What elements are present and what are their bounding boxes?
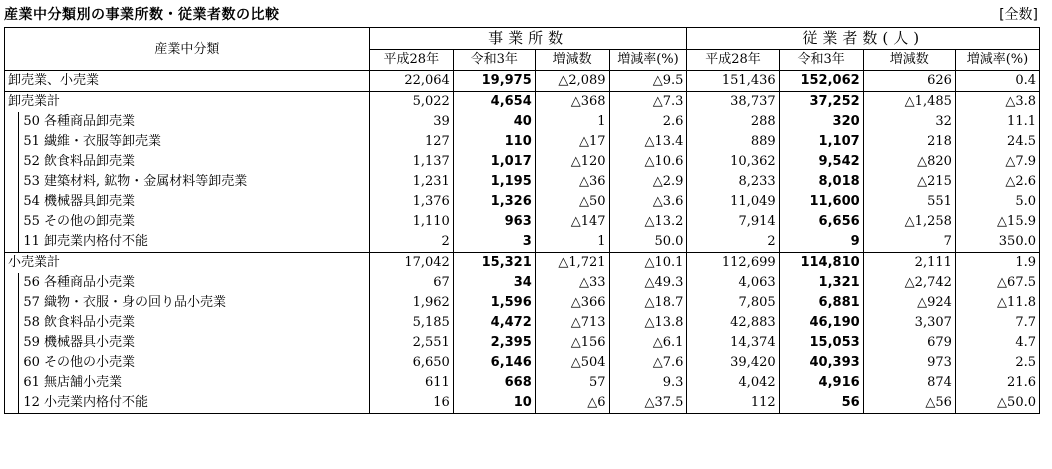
cell-est-r3: 15,321 [453,253,535,274]
cell-emp-r3: 6,656 [779,212,863,232]
cell-emp-r3: 152,062 [779,71,863,92]
cell-emp-r3: 9,542 [779,152,863,172]
cell-est-h28: 1,110 [369,212,453,232]
cell-est-change: 57 [535,373,609,393]
cell-emp-change: △2,742 [863,273,955,293]
cell-est-r3: 4,472 [453,313,535,333]
cell-est-h28: 2,551 [369,333,453,353]
cell-est-change: △368 [535,92,609,113]
cell-est-change: △2,089 [535,71,609,92]
indent-spacer [5,333,19,353]
cell-est-rate: △9.5 [609,71,687,92]
row-label: 小売業計 [5,253,370,274]
cell-est-change: △36 [535,172,609,192]
cell-emp-change: 973 [863,353,955,373]
scope-note: [全数] [999,7,1038,23]
table-row [5,132,1040,152]
table-row [5,333,1040,353]
table-row [5,253,1040,274]
table-row [5,71,1040,92]
cell-est-h28: 1,137 [369,152,453,172]
cell-est-rate: 50.0 [609,232,687,253]
cell-emp-rate: △15.9 [955,212,1039,232]
row-label: 11 卸売業内格付不能 [19,232,369,253]
cell-est-h28: 39 [369,112,453,132]
indent-spacer [5,172,19,192]
indent-spacer [5,212,19,232]
employees-group-header: 従業者数(人) [687,28,1040,50]
cell-emp-change: 32 [863,112,955,132]
cell-est-change: 1 [535,112,609,132]
indent-spacer [5,152,19,172]
cell-est-h28: 5,022 [369,92,453,113]
col-header-est-rate: 増減率(%) [609,50,687,71]
cell-est-change: △33 [535,273,609,293]
page-title: 産業中分類別の事業所数・従業者数の比較 [4,7,280,23]
cell-est-h28: 2 [369,232,453,253]
cell-emp-rate: 1.9 [955,253,1039,274]
cell-est-rate: △49.3 [609,273,687,293]
cell-emp-h28: 288 [687,112,779,132]
cell-est-h28: 127 [369,132,453,152]
cell-emp-r3: 11,600 [779,192,863,212]
row-label: 57 織物・衣服・身の回り品小売業 [19,293,369,313]
table-row [5,373,1040,393]
cell-emp-r3: 40,393 [779,353,863,373]
cell-est-change: △17 [535,132,609,152]
cell-est-rate: △6.1 [609,333,687,353]
cell-emp-h28: 39,420 [687,353,779,373]
cell-est-change: 1 [535,232,609,253]
cell-est-h28: 6,650 [369,353,453,373]
cell-emp-h28: 4,042 [687,373,779,393]
indent-spacer [5,112,19,132]
cell-est-rate: △2.9 [609,172,687,192]
indent-spacer [5,353,19,373]
cell-est-r3: 668 [453,373,535,393]
table-row [5,152,1040,172]
cell-emp-h28: 38,737 [687,92,779,113]
col-header-emp-r3: 令和3年 [779,50,863,71]
cell-est-rate: 9.3 [609,373,687,393]
cell-est-h28: 611 [369,373,453,393]
cell-est-r3: 3 [453,232,535,253]
cell-est-change: △6 [535,393,609,414]
cell-emp-rate: 5.0 [955,192,1039,212]
cell-est-r3: 110 [453,132,535,152]
indent-spacer [5,132,19,152]
cell-est-rate: △18.7 [609,293,687,313]
table-row [5,313,1040,333]
cell-est-rate: 2.6 [609,112,687,132]
cell-emp-rate: 4.7 [955,333,1039,353]
cell-emp-r3: 15,053 [779,333,863,353]
cell-est-h28: 22,064 [369,71,453,92]
cell-est-change: △147 [535,212,609,232]
table-row [5,172,1040,192]
cell-est-rate: △37.5 [609,393,687,414]
row-label: 58 飲食料品小売業 [19,313,369,333]
indent-spacer [5,232,19,253]
cell-emp-rate: △3.8 [955,92,1039,113]
cell-est-change: △1,721 [535,253,609,274]
cell-est-rate: △7.6 [609,353,687,373]
row-label: 54 機械器具卸売業 [19,192,369,212]
table-row [5,353,1040,373]
cell-est-h28: 5,185 [369,313,453,333]
cell-emp-h28: 10,362 [687,152,779,172]
col-header-est-h28: 平成28年 [369,50,453,71]
cell-est-r3: 1,017 [453,152,535,172]
cell-emp-change: △1,485 [863,92,955,113]
cell-emp-r3: 4,916 [779,373,863,393]
cell-emp-rate: 2.5 [955,353,1039,373]
cell-est-r3: 6,146 [453,353,535,373]
cell-emp-r3: 9 [779,232,863,253]
col-header-emp-h28: 平成28年 [687,50,779,71]
cell-emp-rate: 24.5 [955,132,1039,152]
cell-est-r3: 19,975 [453,71,535,92]
col-header-emp-rate: 増減率(%) [955,50,1039,71]
cell-emp-change: 3,307 [863,313,955,333]
category-header: 産業中分類 [5,28,370,71]
cell-emp-change: △1,258 [863,212,955,232]
cell-emp-r3: 37,252 [779,92,863,113]
indent-spacer [5,273,19,293]
cell-emp-change: △56 [863,393,955,414]
cell-emp-rate: 7.7 [955,313,1039,333]
cell-est-rate: △13.4 [609,132,687,152]
comparison-table [4,27,1040,414]
cell-est-rate: △3.6 [609,192,687,212]
cell-est-h28: 17,042 [369,253,453,274]
cell-est-r3: 34 [453,273,535,293]
cell-emp-change: 874 [863,373,955,393]
table-row [5,293,1040,313]
row-label: 卸売業、小売業 [5,71,370,92]
cell-emp-r3: 6,881 [779,293,863,313]
row-label: 卸売業計 [5,92,370,113]
cell-emp-h28: 112,699 [687,253,779,274]
cell-emp-change: 2,111 [863,253,955,274]
cell-est-r3: 1,326 [453,192,535,212]
row-label: 60 その他の小売業 [19,353,369,373]
cell-emp-h28: 151,436 [687,71,779,92]
cell-emp-r3: 56 [779,393,863,414]
cell-est-h28: 1,962 [369,293,453,313]
cell-emp-h28: 7,805 [687,293,779,313]
cell-est-r3: 1,596 [453,293,535,313]
cell-est-r3: 40 [453,112,535,132]
cell-emp-rate: 0.4 [955,71,1039,92]
cell-emp-rate: 350.0 [955,232,1039,253]
cell-est-r3: 1,195 [453,172,535,192]
col-header-est-r3: 令和3年 [453,50,535,71]
cell-est-r3: 4,654 [453,92,535,113]
indent-spacer [5,373,19,393]
row-label: 50 各種商品卸売業 [19,112,369,132]
cell-est-r3: 10 [453,393,535,414]
table-row [5,393,1040,414]
row-label: 55 その他の卸売業 [19,212,369,232]
col-header-emp-change: 増減数 [863,50,955,71]
row-label: 61 無店舗小売業 [19,373,369,393]
cell-est-h28: 67 [369,273,453,293]
cell-emp-h28: 2 [687,232,779,253]
cell-est-change: △156 [535,333,609,353]
cell-emp-rate: △7.9 [955,152,1039,172]
cell-emp-rate: 11.1 [955,112,1039,132]
cell-emp-change: △215 [863,172,955,192]
cell-est-rate: △13.8 [609,313,687,333]
indent-spacer [5,393,19,414]
cell-emp-h28: 112 [687,393,779,414]
cell-est-rate: △7.3 [609,92,687,113]
table-row [5,192,1040,212]
col-header-est-change: 増減数 [535,50,609,71]
cell-emp-rate: 21.6 [955,373,1039,393]
cell-est-rate: △10.1 [609,253,687,274]
cell-est-r3: 963 [453,212,535,232]
row-label: 51 繊維・衣服等卸売業 [19,132,369,152]
cell-emp-rate: △2.6 [955,172,1039,192]
cell-emp-rate: △11.8 [955,293,1039,313]
cell-emp-r3: 114,810 [779,253,863,274]
cell-emp-h28: 42,883 [687,313,779,333]
cell-emp-change: △924 [863,293,955,313]
row-label: 56 各種商品小売業 [19,273,369,293]
row-label: 53 建築材料, 鉱物・金属材料等卸売業 [19,172,369,192]
table-row [5,232,1040,253]
cell-emp-h28: 14,374 [687,333,779,353]
cell-est-rate: △13.2 [609,212,687,232]
cell-est-change: △504 [535,353,609,373]
indent-spacer [5,293,19,313]
cell-emp-r3: 1,321 [779,273,863,293]
cell-emp-change: △820 [863,152,955,172]
row-label: 52 飲食料品卸売業 [19,152,369,172]
cell-emp-h28: 11,049 [687,192,779,212]
cell-est-change: △366 [535,293,609,313]
cell-emp-change: 679 [863,333,955,353]
cell-est-change: △713 [535,313,609,333]
cell-est-rate: △10.6 [609,152,687,172]
table-row [5,273,1040,293]
cell-emp-h28: 7,914 [687,212,779,232]
cell-emp-r3: 46,190 [779,313,863,333]
cell-emp-change: 551 [863,192,955,212]
table-row [5,92,1040,113]
cell-est-h28: 16 [369,393,453,414]
cell-emp-r3: 1,107 [779,132,863,152]
table-row [5,112,1040,132]
cell-est-r3: 2,395 [453,333,535,353]
indent-spacer [5,192,19,212]
row-label: 59 機械器具小売業 [19,333,369,353]
cell-est-h28: 1,231 [369,172,453,192]
cell-emp-r3: 320 [779,112,863,132]
cell-emp-rate: △67.5 [955,273,1039,293]
cell-est-change: △50 [535,192,609,212]
cell-est-change: △120 [535,152,609,172]
indent-spacer [5,313,19,333]
cell-emp-change: 218 [863,132,955,152]
table-row [5,212,1040,232]
row-label: 12 小売業内格付不能 [19,393,369,414]
establishments-group-header: 事業所数 [369,28,687,50]
cell-emp-h28: 889 [687,132,779,152]
cell-emp-rate: △50.0 [955,393,1039,414]
cell-emp-change: 626 [863,71,955,92]
cell-emp-change: 7 [863,232,955,253]
cell-emp-h28: 8,233 [687,172,779,192]
cell-emp-h28: 4,063 [687,273,779,293]
cell-est-h28: 1,376 [369,192,453,212]
cell-emp-r3: 8,018 [779,172,863,192]
